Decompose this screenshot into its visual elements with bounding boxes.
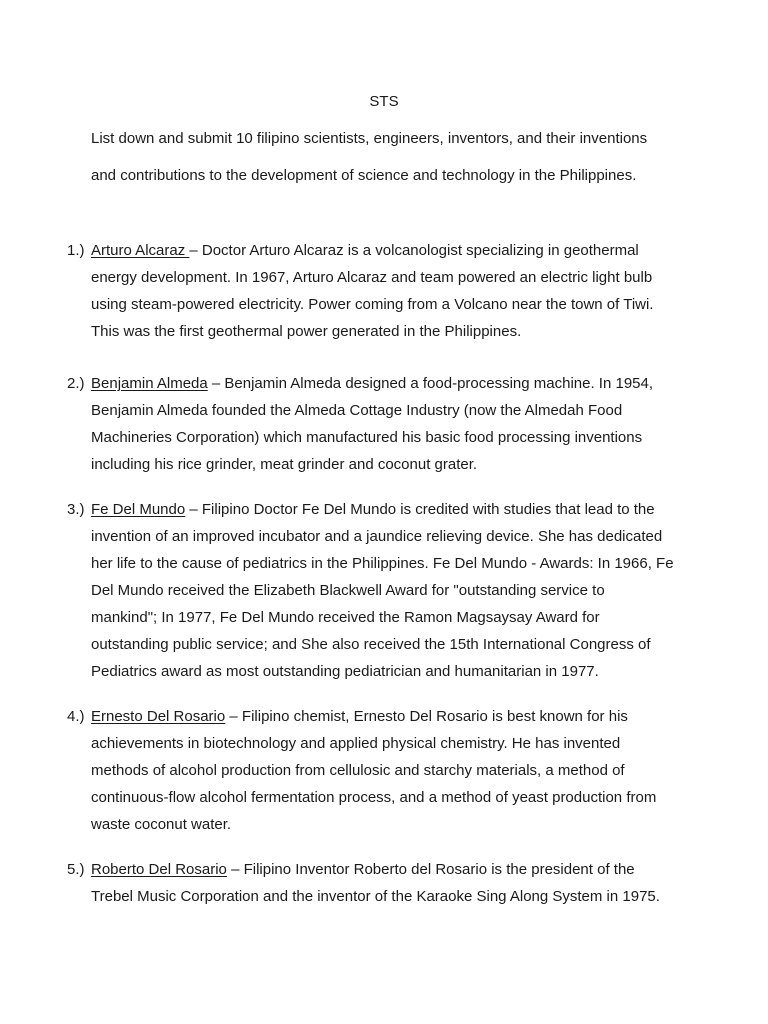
instruction-line-1: List down and submit 10 filipino scientists, engineers, inventors, and their inventions <box>91 130 648 147</box>
item-text: – Filipino Doctor Fe Del Mundo is credited with studies that lead to the <box>185 501 655 518</box>
item-line: continuous-flow alcohol fermentation process, and a method of yeast production from <box>91 789 657 806</box>
item-text: – Filipino chemist, Ernesto Del Rosario is best known for his <box>225 708 628 725</box>
item-line: methods of alcohol production from cellulosic and starchy materials, a method of <box>91 762 625 779</box>
item-line: Del Mundo received the Elizabeth Blackwell Award for "outstanding service to <box>91 582 605 599</box>
item-line: mankind"; In 1977, Fe Del Mundo received the Ramon Magsaysay Award for <box>91 609 600 626</box>
item-line: Benjamin Almeda founded the Almeda Cottage Industry (now the Almedah Food <box>91 402 623 419</box>
item-number: 1.) <box>67 242 85 259</box>
item-line <box>91 237 691 264</box>
item-line: outstanding public service; and She also received the 15th International Congress of <box>91 636 651 653</box>
item-line <box>91 496 691 523</box>
item-line: This was the first geothermal power generated in the Philippines. <box>91 323 522 340</box>
item-text: – Filipino Inventor Roberto del Rosario is the president of the <box>226 861 635 878</box>
scientist-name: Ernesto Del Rosario <box>91 708 226 725</box>
item-line: including his rice grinder, meat grinder and coconut grater. <box>91 456 478 473</box>
item-number: 3.) <box>67 501 85 518</box>
item-body <box>91 496 691 685</box>
item-line: using steam-powered electricity. Power coming from a Volcano near the town of Tiwi. <box>91 296 654 313</box>
item-body <box>91 856 691 910</box>
item-text: – Benjamin Almeda designed a food-processing machine. In 1954, <box>207 375 654 392</box>
item-line <box>91 703 691 730</box>
item-number: 4.) <box>67 708 85 725</box>
scientist-name: Roberto Del Rosario <box>91 861 227 878</box>
item-text: – Doctor Arturo Alcaraz is a volcanologist specializing in geothermal <box>189 242 639 259</box>
item-line: invention of an improved incubator and a jaundice relieving device. She has dedicated <box>91 528 663 545</box>
item-line: Pediatrics award as most outstanding pediatrician and humanitarian in 1977. <box>91 663 599 680</box>
scientist-name: Fe Del Mundo <box>91 501 186 518</box>
item-number: 2.) <box>67 375 85 392</box>
document-title: STS <box>369 93 399 110</box>
item-line <box>91 370 691 397</box>
item-body <box>91 370 691 478</box>
item-body <box>91 703 691 838</box>
item-line: her life to the cause of pediatrics in the Philippines. Fe Del Mundo - Awards: In 1966, Fe <box>91 555 674 572</box>
item-line: Machineries Corporation) which manufactured his basic food processing inventions <box>91 429 643 446</box>
scientist-name: Arturo Alcaraz <box>91 242 190 259</box>
item-line: Trebel Music Corporation and the inventor of the Karaoke Sing Along System in 1975. <box>91 888 660 905</box>
item-line: energy development. In 1967, Arturo Alcaraz and team powered an electric light bulb <box>91 269 653 286</box>
item-body <box>91 237 691 345</box>
item-line: waste coconut water. <box>91 816 232 833</box>
item-number: 5.) <box>67 861 85 878</box>
item-line <box>91 856 691 883</box>
item-line: achievements in biotechnology and applied physical chemistry. He has invented <box>91 735 621 752</box>
scientist-name: Benjamin Almeda <box>91 375 208 392</box>
instruction-line-2: and contributions to the development of science and technology in the Philippines. <box>91 167 637 184</box>
